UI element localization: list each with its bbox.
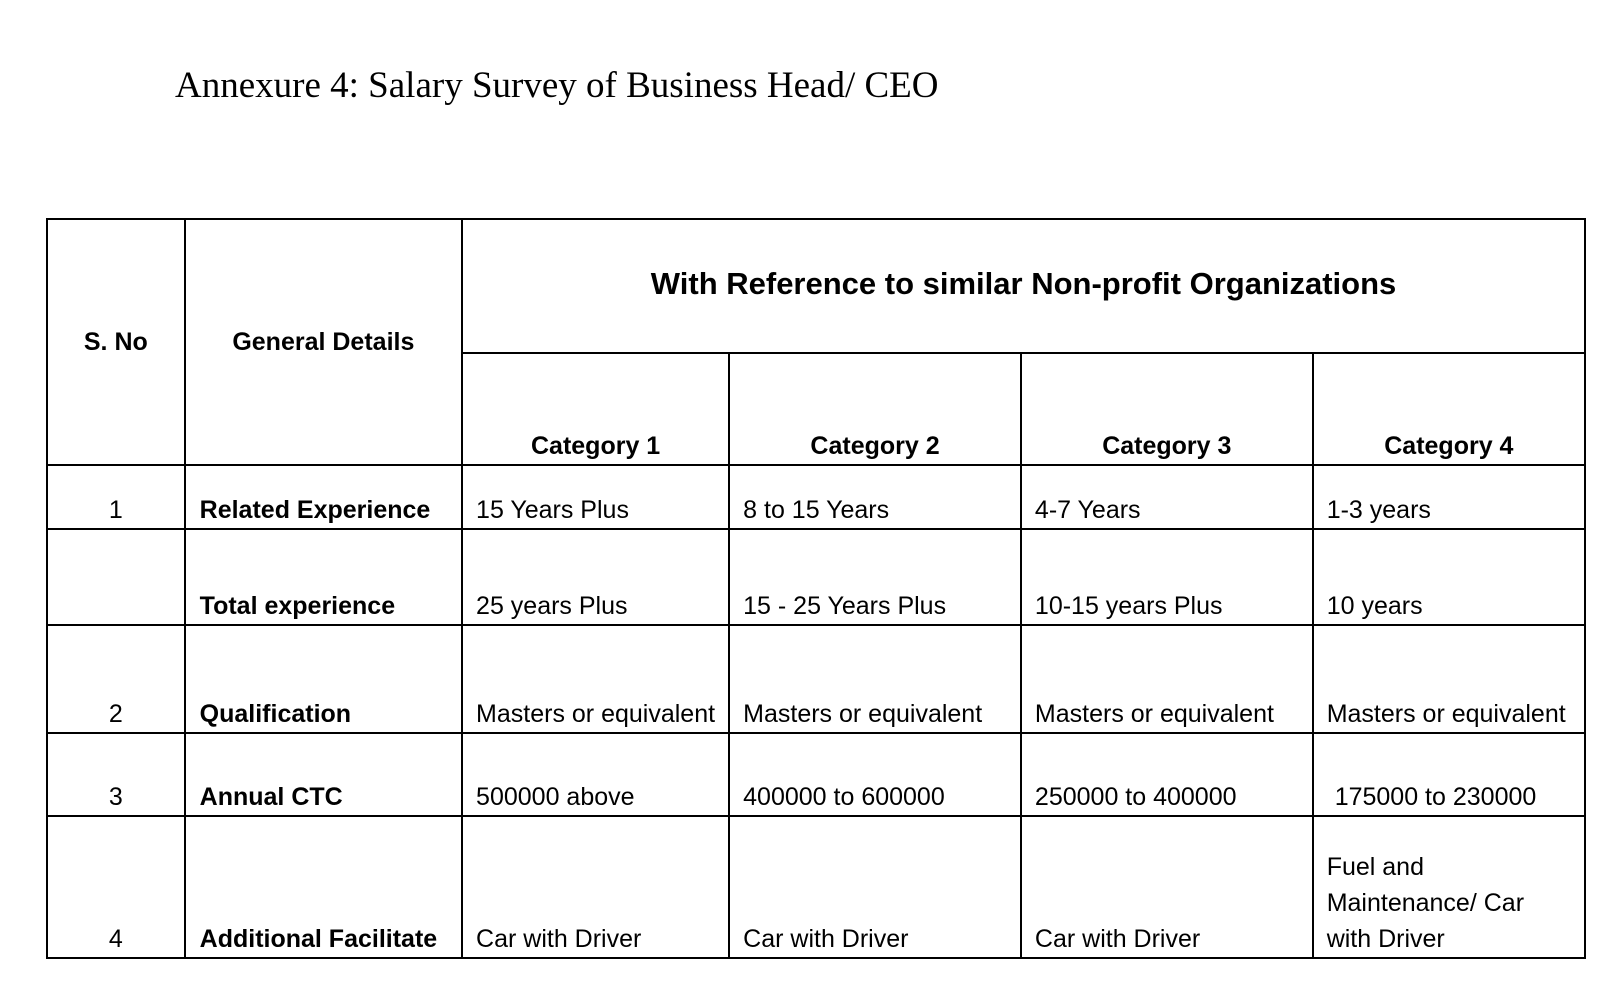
row-value-category-1: 15 Years Plus <box>462 465 729 529</box>
row-value-category-3: 4-7 Years <box>1021 465 1313 529</box>
row-value-category-1: Car with Driver <box>462 816 729 958</box>
table-row <box>47 529 1585 625</box>
row-sno: 1 <box>47 465 185 529</box>
table-header-row <box>47 219 1585 353</box>
row-label: Additional Facilitate <box>185 816 462 958</box>
row-value-category-2: 15 - 25 Years Plus <box>729 529 1021 625</box>
row-sno: 4 <box>47 816 185 958</box>
sno-column-header: S. No <box>47 219 185 465</box>
row-label: Qualification <box>185 625 462 733</box>
salary-survey-table <box>46 218 1586 959</box>
row-value-category-2: Masters or equivalent <box>729 625 1021 733</box>
row-value-category-3: Car with Driver <box>1021 816 1313 958</box>
row-value-category-3: 10-15 years Plus <box>1021 529 1313 625</box>
general-details-column-header: General Details <box>185 219 462 465</box>
row-value-category-1: Masters or equivalent <box>462 625 729 733</box>
row-value-category-4: 175000 to 230000 <box>1313 733 1585 816</box>
row-label: Total experience <box>185 529 462 625</box>
row-value-category-4: Fuel and Maintenance/ Car with Driver <box>1313 816 1585 958</box>
row-value-category-4: 1-3 years <box>1313 465 1585 529</box>
row-label: Annual CTC <box>185 733 462 816</box>
row-value-category-3: 250000 to 400000 <box>1021 733 1313 816</box>
row-sno <box>47 529 185 625</box>
category-2-header: Category 2 <box>729 353 1021 465</box>
row-value-category-1: 500000 above <box>462 733 729 816</box>
row-value-category-4: Masters or equivalent <box>1313 625 1585 733</box>
row-sno: 2 <box>47 625 185 733</box>
table-row <box>47 625 1585 733</box>
category-1-header: Category 1 <box>462 353 729 465</box>
row-value-category-3: Masters or equivalent <box>1021 625 1313 733</box>
row-sno: 3 <box>47 733 185 816</box>
row-value-category-2: 8 to 15 Years <box>729 465 1021 529</box>
table-row <box>47 733 1585 816</box>
row-value-category-1: 25 years Plus <box>462 529 729 625</box>
table-row <box>47 816 1585 958</box>
table-row <box>47 465 1585 529</box>
category-4-header: Category 4 <box>1313 353 1585 465</box>
row-value-category-2: Car with Driver <box>729 816 1021 958</box>
group-header: With Reference to similar Non-profit Organizations <box>462 219 1585 353</box>
row-value-category-2: 400000 to 600000 <box>729 733 1021 816</box>
row-value-category-4: 10 years <box>1313 529 1585 625</box>
document-title: Annexure 4: Salary Survey of Business Head/ CEO <box>175 65 939 106</box>
category-3-header: Category 3 <box>1021 353 1313 465</box>
row-label: Related Experience <box>185 465 462 529</box>
